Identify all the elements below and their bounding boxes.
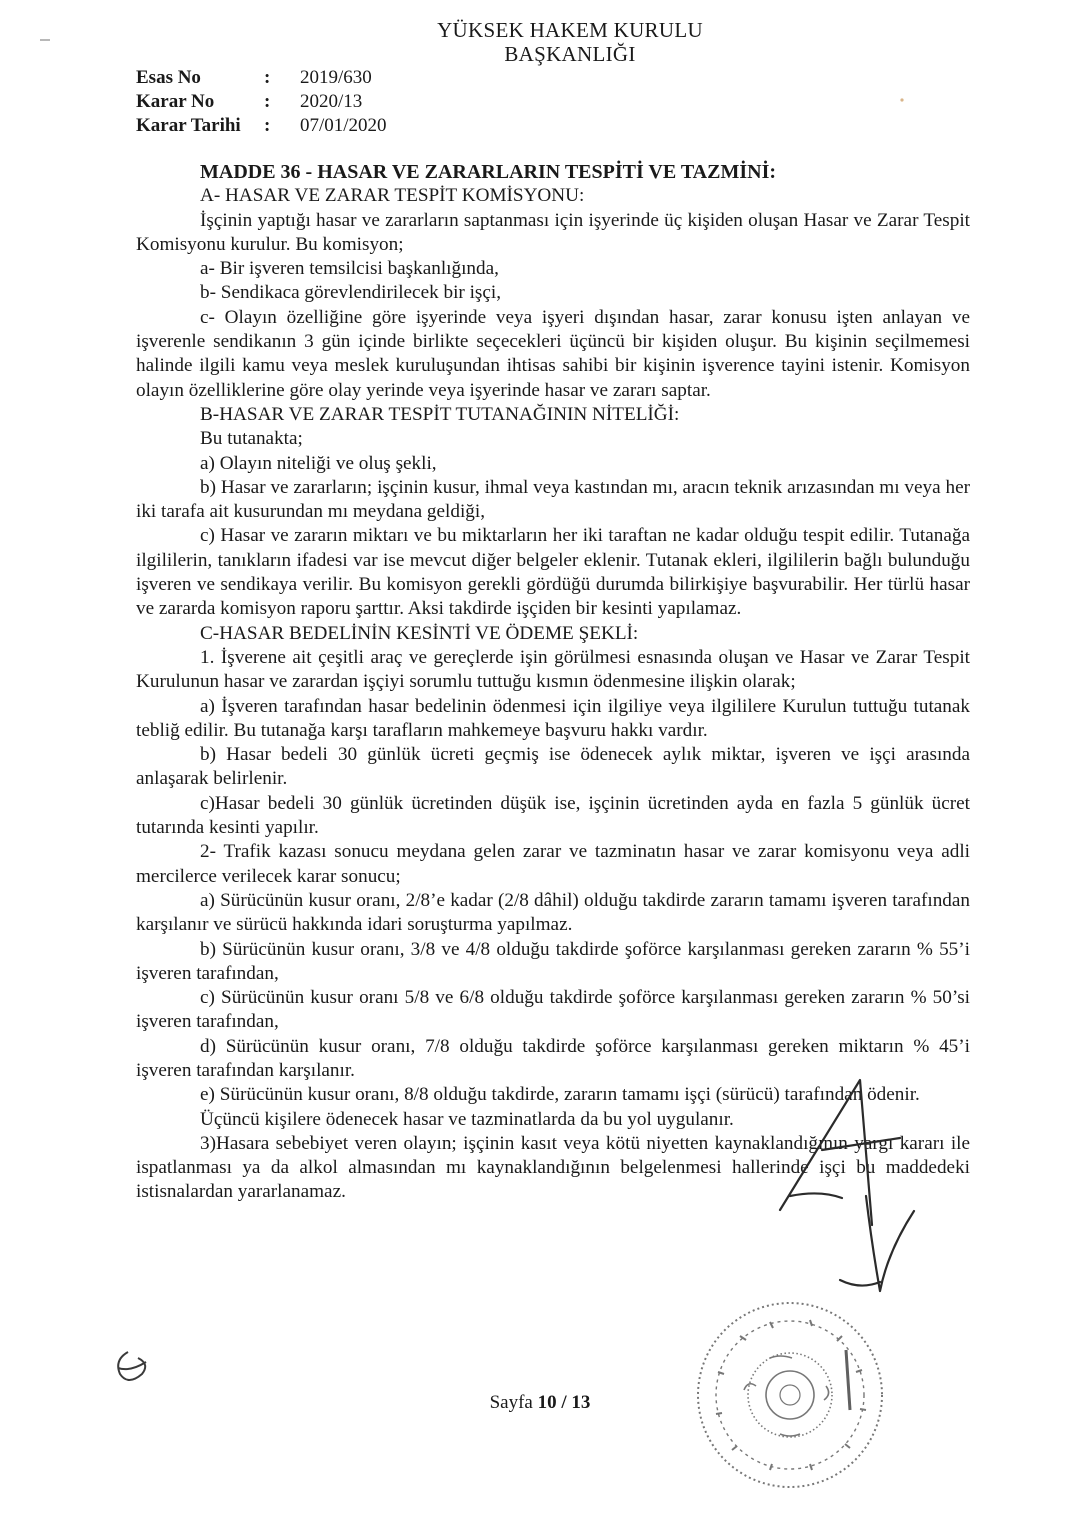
section-b-heading: B-HASAR VE ZARAR TESPİT TUTANAĞININ NİTELİĞİ: (200, 403, 680, 425)
list-item: a) İşveren tarafından hasar bedelinin ödenmesi için ilgiliye veya ilgililere Kurulun tuttuğu tutanak tebliğ edilir. Bu tutanağa karşı tarafların mahkemeye başvuru hakkı vardır. (136, 695, 970, 741)
meta-colon: : (264, 67, 271, 88)
header-department: BAŞKANLIĞI (504, 42, 636, 66)
list-item: a) Sürücünün kusur oranı, 2/8’e kadar (2/8 dâhil) olduğu takdirde zararın tamamı işveren tarafından karşılanır ve sürücü hakkında idari soruşturma yapılmaz. (136, 889, 970, 936)
meta-colon: : (264, 91, 271, 112)
list-item: c) Hasar ve zararın miktarı ve bu miktarların her iki taraftan ne kadar olduğu tespit edilir. Tutanağa ilgililerin, tanıkların ifadesi var ise mevcut diğer belgeler eklenir. Tutanak ekleri, ilgililerin bağlı bulunduğu işveren ve sendikaya verilir. Bu komisyon gerekli gördüğü durumda bilirkişiye başvurabilir. Her türlü hasar ve zararda komisyon raporu şarttır. Aksi takdirde işçiden bir kesinti yapılamaz. (136, 525, 970, 620)
decision-meta (136, 66, 387, 138)
paragraph: İşçinin yaptığı hasar ve zararların saptanması için işyerinde üç kişiden oluşan Hasar ve Zarar Tespit Komisyonu kurulur. Bu komisyon; (136, 209, 970, 255)
section-a-heading: A- HASAR VE ZARAR TESPİT KOMİSYONU: (200, 185, 585, 207)
margin-initial-icon (118, 1352, 146, 1380)
paragraph: 1. İşverene ait çeşitli araç ve gereçlerde işin görülmesi esnasında oluşan ve Hasar ve Zarar Tespit Kurulunun hasar ve zarardan işçiyi sorumlu tuttuğu kısmın ödenmesine ilişkin olarak; (136, 646, 970, 693)
list-item: b) Hasar bedeli 30 günlük ücreti geçmiş ise ödenecek aylık miktar, işveren ve işçi arasında anlaşarak belirlenir. (136, 744, 970, 790)
page-footer (0, 1392, 1080, 1414)
header-institution: YÜKSEK HAKEM KURULU (437, 18, 703, 42)
meta-value: 2020/13 (300, 91, 363, 112)
list-item: b) Hasar ve zararların; işçinin kusur, ihmal veya kastından mı, aracın teknik arızasından mı veya her iki tarafa ait kusurundan mı meydana geldiği, (136, 476, 970, 523)
meta-colon: : (264, 115, 271, 136)
meta-label: Karar Tarihi (136, 115, 241, 136)
meta-value: 2019/630 (300, 67, 372, 88)
article-title: MADDE 36 - HASAR VE ZARARLARIN TESPİTİ VE TAZMİNİ: (200, 161, 777, 183)
list-item: c- Olayın özelliğine göre işyerinde veya işyeri dışından hasar, zarar konusu işten anlayan ve işverenle sendikanın 3 gün içinde birlikte seçecekleri üçüncü bir kişiden oluşur. Bu kişinin seçilmemesi halinde ilgili kamu veya meslek kuruluşundan ihtisas sahibi bir kişinin işverence tayini istenir. Komisyon olayın özelliklerine göre olay yerinde veya işyerinde hasar ve zararı saptar. (136, 306, 970, 401)
meta-row-esas (136, 66, 387, 90)
meta-row-tarih (136, 114, 387, 138)
list-item: e) Sürücünün kusur oranı, 8/8 olduğu takdirde, zararın tamamı işçi (sürücü) tarafından ödenir. (200, 1084, 920, 1106)
list-item: b) Sürücünün kusur oranı, 3/8 ve 4/8 olduğu takdirde şoförce karşılanması gereken zararın % 55’i işveren tarafından, (136, 938, 970, 984)
list-item: c)Hasar bedeli 30 günlük ücretinden düşük ise, işçinin ücretinden ayda en fazla 5 günlük ücret tutarında kesinti yapılır. (136, 792, 970, 839)
list-item: b- Sendikaca görevlendirilecek bir işçi, (200, 282, 502, 304)
paragraph: 2- Trafik kazası sonucu meydana gelen zarar ve tazminatın hasar ve zarar komisyonu veya adli mercilerce verilecek karar sonucu; (136, 841, 970, 887)
article-body (136, 160, 970, 1205)
page-number: 10 / 13 (537, 1392, 591, 1413)
header (420, 18, 720, 66)
meta-value: 07/01/2020 (300, 115, 387, 136)
list-item: a- Bir işveren temsilcisi başkanlığında, (200, 258, 499, 280)
section-c-heading: C-HASAR BEDELİNİN KESİNTİ VE ÖDEME ŞEKLİ: (200, 622, 639, 644)
list-item: d) Sürücünün kusur oranı, 7/8 olduğu takdirde şoförce karşılanması gereken miktarın % 45’i işveren tarafından karşılanır. (136, 1035, 970, 1081)
meta-label: Esas No (136, 67, 201, 88)
page-label: Sayfa (489, 1392, 533, 1413)
list-item: a) Olayın niteliği ve oluş şekli, (200, 452, 437, 474)
meta-label: Karar No (136, 91, 215, 112)
paragraph: Bu tutanakta; (200, 428, 303, 450)
paragraph: 3)Hasara sebebiyet veren olayın; işçinin kasıt veya kötü niyetten kaynaklandığının yargı kararı ile ispatlanması ya da alkol almasından mı kaynaklandığının belgelenmesi hallerinde işçi bu maddedeki istisnalardan yararlanamaz. (136, 1132, 970, 1203)
meta-row-karar (136, 90, 387, 114)
list-item: c) Sürücünün kusur oranı 5/8 ve 6/8 olduğu takdirde şoförce karşılanması gereken zararın % 50’si işveren tarafından, (136, 987, 970, 1033)
paragraph: Üçüncü kişilere ödenecek hasar ve tazminatlarda da bu yol uygulanır. (200, 1108, 734, 1130)
